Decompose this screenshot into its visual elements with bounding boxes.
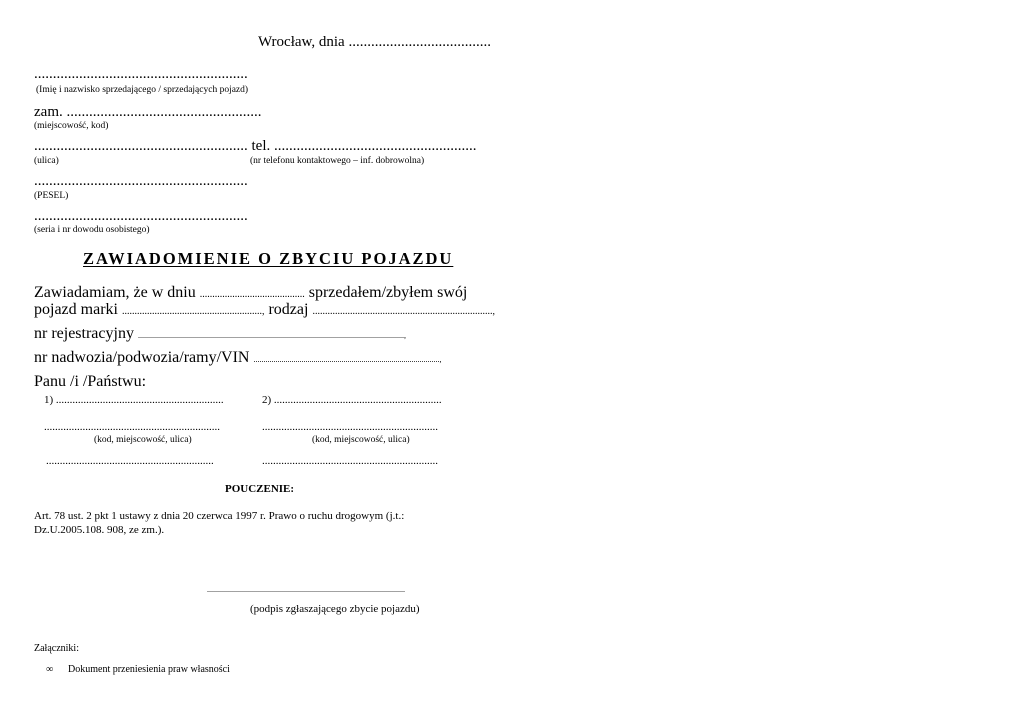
seller-pesel-label: (PESEL): [34, 191, 69, 201]
seller-name-field[interactable]: .........................................................: [34, 66, 248, 82]
seller-id-field[interactable]: .........................................................: [34, 208, 248, 224]
seller-street-label: (ulica): [34, 156, 59, 166]
instruction-heading: POUCZENIE:: [225, 483, 295, 495]
buyer-2-address-label: (kod, miejscowość, ulica): [312, 435, 410, 445]
seller-address-field[interactable]: zam. ....................................................: [34, 104, 262, 120]
body-line-2: [34, 301, 495, 319]
instruction-text-line-1: Art. 78 ust. 2 pkt 1 ustawy z dnia 20 czerwca 1997 r. Prawo o ruchu drogowym (j.t.:: [34, 510, 405, 522]
bullet-icon: ∞: [46, 664, 54, 675]
seller-phone-label: (nr telefonu kontaktowego – inf. dobrowolna): [250, 156, 425, 166]
buyer-2-address-field[interactable]: ................................................................: [262, 421, 438, 433]
body-line-4: [34, 349, 441, 367]
buyer-2-extra-field[interactable]: ................................................................: [262, 455, 438, 467]
place-date-line: Wrocław, dnia ......................................: [258, 34, 491, 50]
body-line-1-end: sprzedałem/zbyłem swój: [308, 284, 468, 301]
attachments-heading: Załączniki:: [34, 643, 79, 654]
buyer-1-address-label: (kod, miejscowość, ulica): [94, 435, 192, 445]
body-line-5: Panu /i /Państwu:: [34, 373, 147, 390]
seller-street-phone-field[interactable]: ......................................................... tel. ......................................................: [34, 138, 477, 154]
body-line-4-start: nr nadwozia/podwozia/ramy/VIN: [34, 349, 250, 366]
document-title: ZAWIADOMIENIE O ZBYCIU POJAZDU: [83, 249, 454, 268]
vin-field[interactable]: .............................................................................................,: [253, 355, 442, 364]
vehicle-type-field[interactable]: ........................................................................,: [312, 306, 495, 317]
buyer-1-address-field[interactable]: ................................................................: [44, 421, 220, 433]
body-line-2-start: pojazd marki: [34, 301, 118, 318]
seller-address-label: (miejscowość, kod): [34, 121, 109, 131]
registration-number-field[interactable]: .....................................................................................................................................,: [137, 331, 406, 340]
instruction-text-line-2: Dz.U.2005.108. 908, ze zm.).: [34, 524, 165, 536]
body-line-2-mid: rodzaj: [268, 301, 309, 318]
sale-date-field[interactable]: ..........................................: [199, 289, 305, 300]
seller-id-label: (seria i nr dowodu osobistego): [34, 225, 150, 235]
body-line-1-start: Zawiadamiam, że w dniu: [34, 284, 196, 301]
seller-pesel-field[interactable]: .........................................................: [34, 173, 248, 189]
body-line-3-start: nr rejestracyjny: [34, 325, 134, 342]
signature-label: (podpis zgłaszającego zbycie pojazdu): [250, 603, 420, 615]
signature-field[interactable]: ...................................................................................................: [207, 585, 405, 594]
buyer-2-field[interactable]: 2) .............................................................: [262, 394, 442, 406]
vehicle-make-field[interactable]: ........................................................,: [121, 306, 265, 317]
buyer-1-extra-field[interactable]: .............................................................: [46, 455, 214, 467]
attachment-item-1: Dokument przeniesienia praw własności: [68, 664, 230, 675]
buyer-1-field[interactable]: 1) .............................................................: [44, 394, 224, 406]
body-line-1: [34, 284, 467, 302]
body-line-3: [34, 325, 406, 343]
seller-name-label: (Imię i nazwisko sprzedającego / sprzedających pojazd): [36, 85, 249, 95]
